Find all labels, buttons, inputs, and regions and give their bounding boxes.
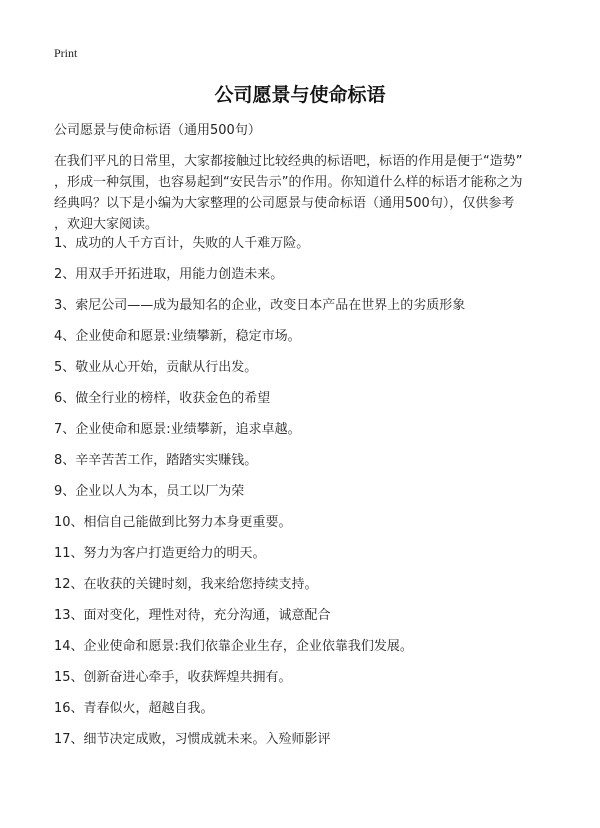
- list-item: 15、创新奋进心牵手，收获辉煌共拥有。: [54, 670, 292, 685]
- intro-line: 经典吗？以下是小编为大家整理的公司愿景与使命标语（通用500句），仅供参考: [54, 196, 515, 211]
- page-title: 公司愿景与使命标语: [214, 84, 386, 106]
- print-label[interactable]: Print: [54, 46, 78, 60]
- slogan-list: [54, 233, 574, 760]
- list-item: 13、面对变化，理性对待，充分沟通，诚意配合: [54, 608, 331, 623]
- list-item: 9、企业以人为本，员工以厂为荣: [54, 484, 245, 499]
- intro-line: ，形成一种氛围，也容易起到“安民告示”的作用。你知道什么样的标语才能称之为: [54, 175, 523, 190]
- list-item: 1、成功的人千方百计，失败的人千难万险。: [54, 236, 310, 251]
- list-item: 8、辛辛苦苦工作，踏踏实实赚钱。: [54, 453, 258, 468]
- list-item: 11、努力为客户打造更给力的明天。: [54, 546, 266, 561]
- list-item: 2、用双手开拓进取，用能力创造未来。: [54, 267, 284, 282]
- list-item: 10、相信自己能做到比努力本身更重要。: [54, 515, 292, 530]
- page-subtitle: 公司愿景与使命标语（通用500句）: [54, 123, 261, 138]
- intro-line: ，欢迎大家阅读。: [54, 217, 159, 232]
- list-item: 12、在收获的关键时刻，我来给您持续支持。: [54, 577, 318, 592]
- list-item: 5、敬业从心开始，贡献从行出发。: [54, 360, 258, 375]
- list-item: 6、做全行业的榜样，收获金色的希望: [54, 391, 271, 406]
- list-item: 16、青春似火，超越自我。: [54, 701, 214, 716]
- list-item: 4、企业使命和愿景:业绩攀新，稳定市场。: [54, 329, 301, 344]
- list-item: 17、细节决定成败，习惯成就未来。入殓师影评: [54, 732, 331, 747]
- list-item: 7、企业使命和愿景:业绩攀新，追求卓越。: [54, 422, 301, 437]
- intro-paragraph: [54, 151, 554, 235]
- list-item: 14、企业使命和愿景:我们依靠企业生存，企业依靠我们发展。: [54, 639, 413, 654]
- intro-line: 在我们平凡的日常里，大家都接触过比较经典的标语吧，标语的作用是便于“造势”: [54, 154, 523, 169]
- list-item: 3、索尼公司——成为最知名的企业，改变日本产品在世界上的劣质形象: [54, 298, 466, 313]
